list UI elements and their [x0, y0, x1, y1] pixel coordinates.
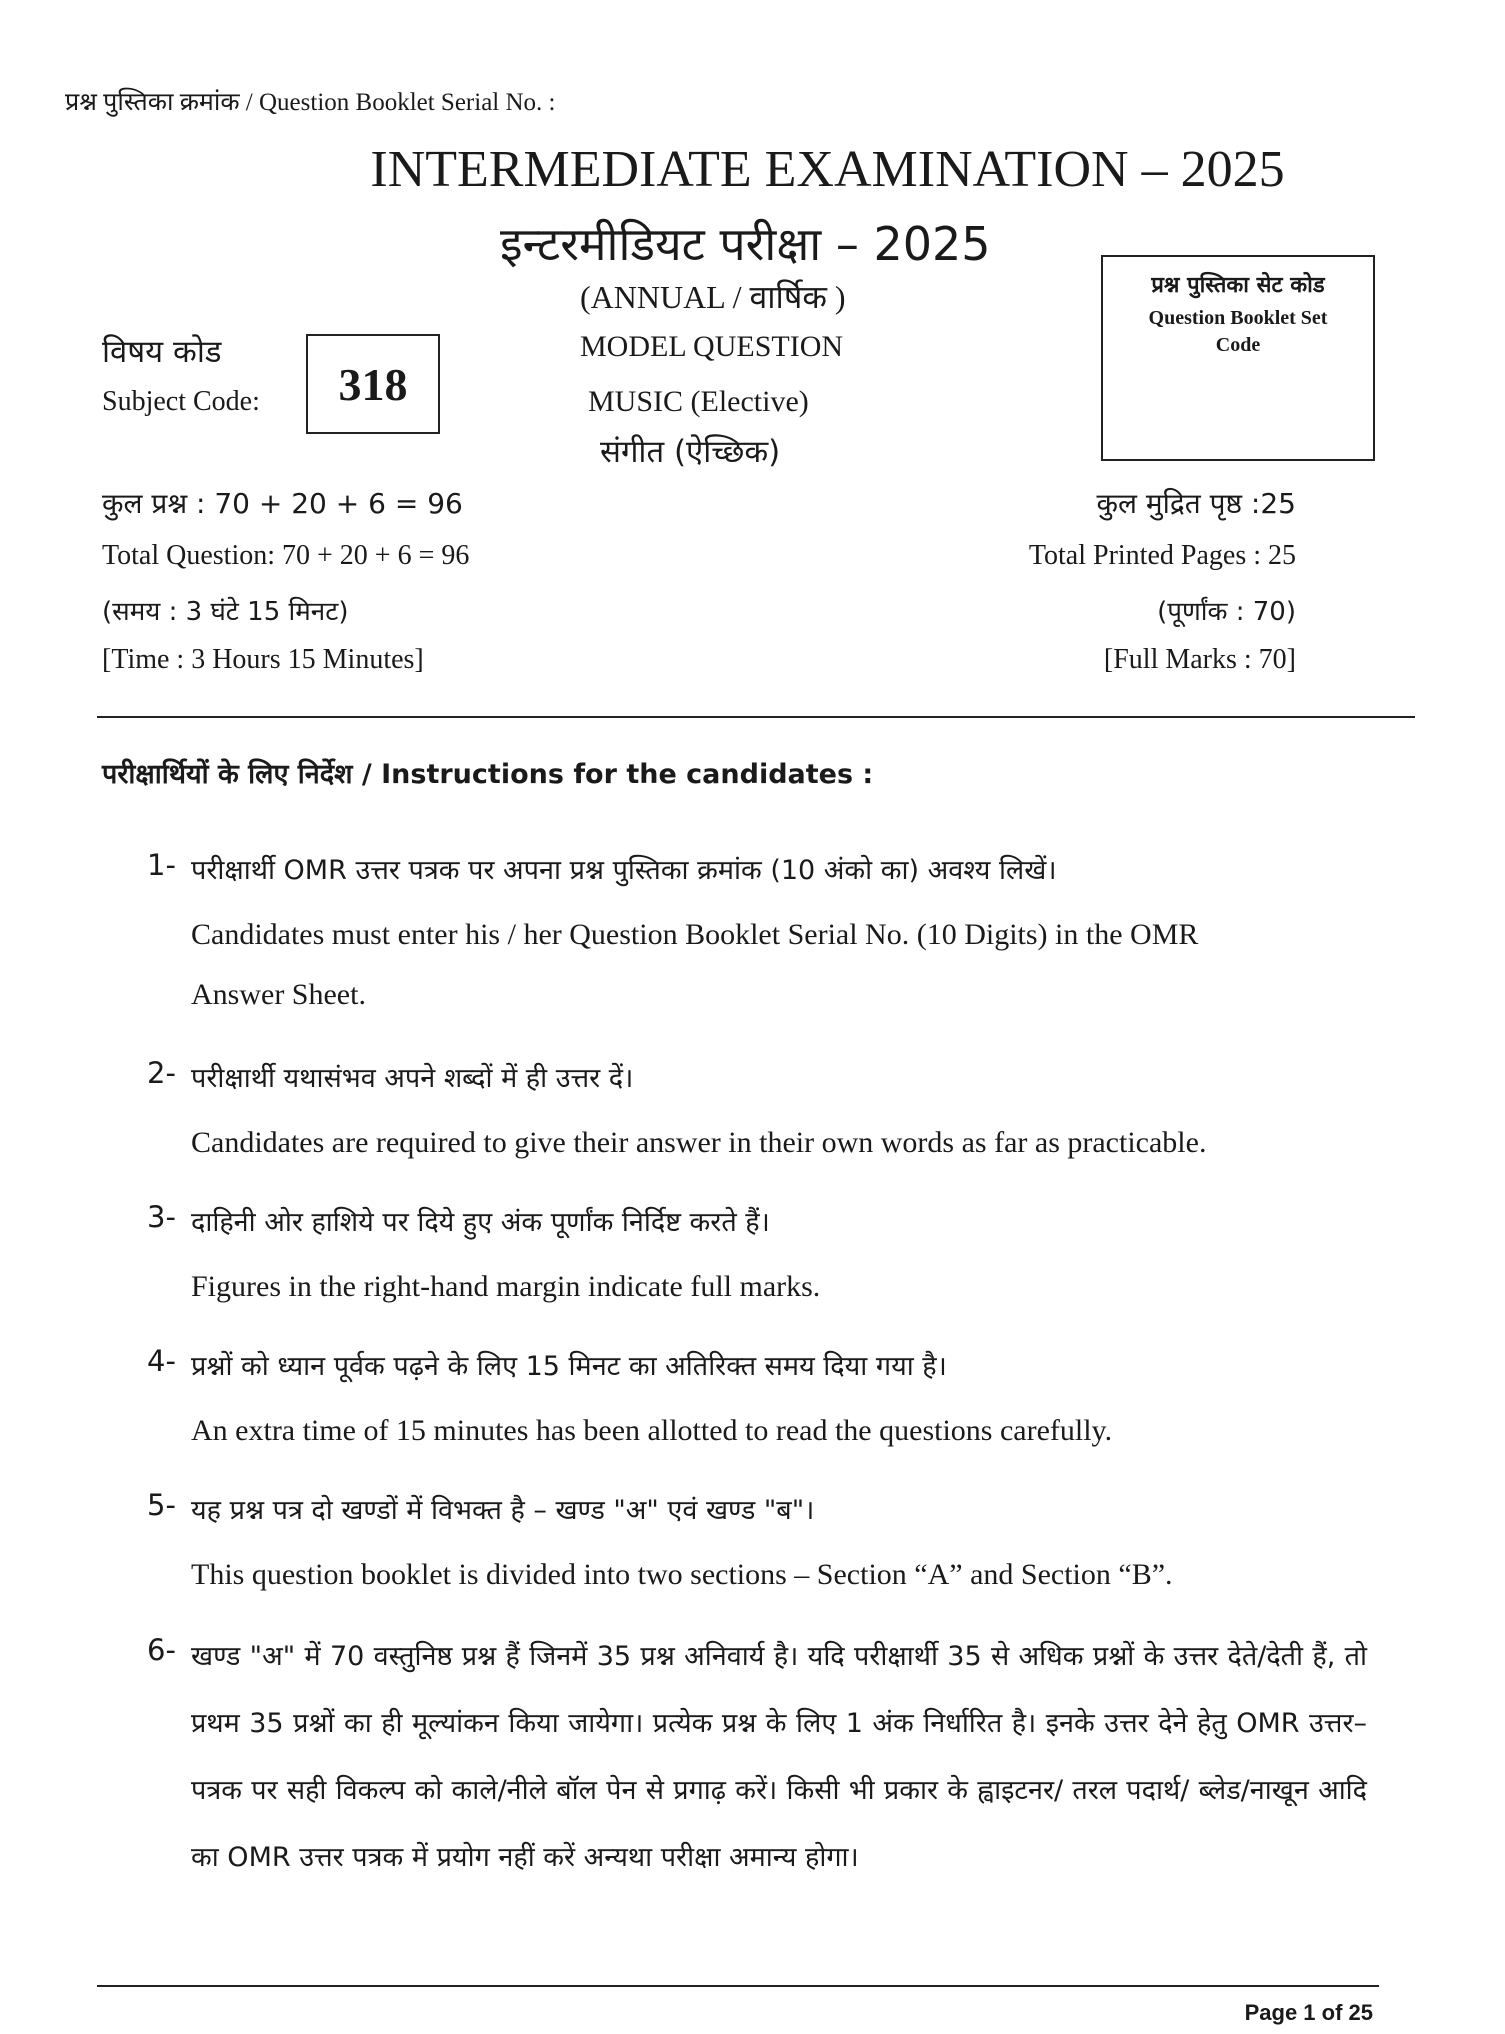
instruction-number: 6-	[147, 1633, 176, 1667]
exam-title-hindi: इन्टरमीडियट परीक्षा – 2025	[500, 217, 991, 271]
subject-code-label-english: Subject Code:	[102, 386, 260, 417]
serial-number-label: प्रश्न पुस्तिका क्रमांक / Question Booklet Serial No. :	[65, 89, 556, 116]
time-english: [Time : 3 Hours 15 Minutes]	[102, 644, 424, 675]
instruction-english: This question booklet is divided into two sections – Section “A” and Section “B”.	[191, 1558, 1173, 1591]
instruction-number: 1-	[147, 848, 176, 882]
instruction-hindi: खण्ड "अ" में 70 वस्तुनिष्ठ प्रश्न हैं जिनमें 35 प्रश्न अनिवार्य है। यदि परीक्षार्थी 35 से अधिक प्रश्नों के उत्तर देते/देती हैं, तो प्रथम 35 प्रश्नों का ही मूल्यांकन किया जायेगा। प्रत्येक प्रश्न के लिए 1 अंक निर्धारित है। इनके उत्तर देने हेतु OMR उत्तर–पत्रक पर सही विकल्प को काले/नीले बॉल पेन से प्रगाढ़ करें। किसी भी प्रकार के ह्वाइटनर/ तरल पदार्थ/ ब्लेड/नाखून आदि का OMR उत्तर पत्रक में प्रयोग नहीं करें अन्यथा परीक्षा अमान्य होगा।	[191, 1641, 1367, 1873]
subject-code-box: 318	[306, 334, 440, 434]
subject-name-hindi: संगीत (ऐच्छिक)	[600, 434, 781, 470]
full-marks-english: [Full Marks : 70]	[1103, 644, 1296, 675]
total-questions-english: Total Question: 70 + 20 + 6 = 96	[102, 540, 470, 571]
footer-divider	[97, 1985, 1379, 1987]
exam-title-english: INTERMEDIATE EXAMINATION – 2025	[370, 141, 1285, 198]
instruction-item	[147, 1623, 1367, 1891]
subject-name-english: MUSIC (Elective)	[588, 385, 809, 418]
page-number: Page 1 of 25	[1244, 2000, 1373, 2025]
instruction-number: 3-	[147, 1200, 176, 1234]
instruction-english: Candidates must enter his / her Question Booklet Serial No. (10 Digits) in the OMR	[191, 918, 1199, 951]
instruction-hindi: परीक्षार्थी यथासंभव अपने शब्दों में ही उत्तर दें।	[191, 1063, 634, 1094]
instruction-item	[147, 838, 1367, 1026]
header-divider	[97, 716, 1415, 718]
instruction-hindi: प्रश्नों को ध्यान पूर्वक पढ़ने के लिए 15 मिनट का अतिरिक्त समय दिया गया है।	[191, 1351, 947, 1382]
subject-code-label-hindi: विषय कोड	[102, 334, 222, 370]
instruction-item	[147, 1478, 1367, 1606]
instruction-english: Figures in the right-hand margin indicate full marks.	[191, 1270, 821, 1303]
instruction-english-continued: Answer Sheet.	[191, 978, 366, 1011]
set-code-label-hindi: प्रश्न पुस्तिका सेट कोड	[1151, 273, 1325, 298]
annual-label: (ANNUAL / वार्षिक )	[580, 279, 846, 315]
instruction-item	[147, 1046, 1367, 1174]
instruction-english: An extra time of 15 minutes has been allotted to read the questions carefully.	[191, 1414, 1113, 1447]
printed-pages-english: Total Printed Pages : 25	[1028, 540, 1296, 571]
instruction-hindi: यह प्रश्न पत्र दो खण्डों में विभक्त है – खण्ड "अ" एवं खण्ड "ब"।	[191, 1495, 815, 1526]
booklet-set-code-box	[1101, 255, 1375, 461]
set-code-label-english: Question Booklet Set Code	[1148, 307, 1328, 356]
instruction-item	[147, 1190, 1367, 1318]
total-questions-hindi: कुल प्रश्न : 70 + 20 + 6 = 96	[102, 487, 463, 520]
instruction-english: Candidates are required to give their answer in their own words as far as practicable.	[191, 1126, 1207, 1159]
instruction-number: 5-	[147, 1488, 176, 1522]
printed-pages-hindi: कुल मुद्रित पृष्ठ :25	[1096, 487, 1296, 520]
model-question-label: MODEL QUESTION	[580, 330, 844, 363]
instruction-hindi: दाहिनी ओर हाशिये पर दिये हुए अंक पूर्णांक निर्दिष्ट करते हैं।	[191, 1207, 770, 1238]
instruction-number: 4-	[147, 1344, 176, 1378]
full-marks-hindi: (पूर्णांक : 70)	[1157, 597, 1296, 627]
instructions-heading: परीक्षार्थियों के लिए निर्देश / Instructions for the candidates :	[102, 759, 874, 790]
instruction-number: 2-	[147, 1056, 176, 1090]
instruction-item	[147, 1334, 1367, 1462]
time-hindi: (समय : 3 घंटे 15 मिनट)	[102, 597, 349, 627]
instruction-hindi: परीक्षार्थी OMR उत्तर पत्रक पर अपना प्रश्न पुस्तिका क्रमांक (10 अंको का) अवश्य लिखें।	[191, 855, 1057, 886]
